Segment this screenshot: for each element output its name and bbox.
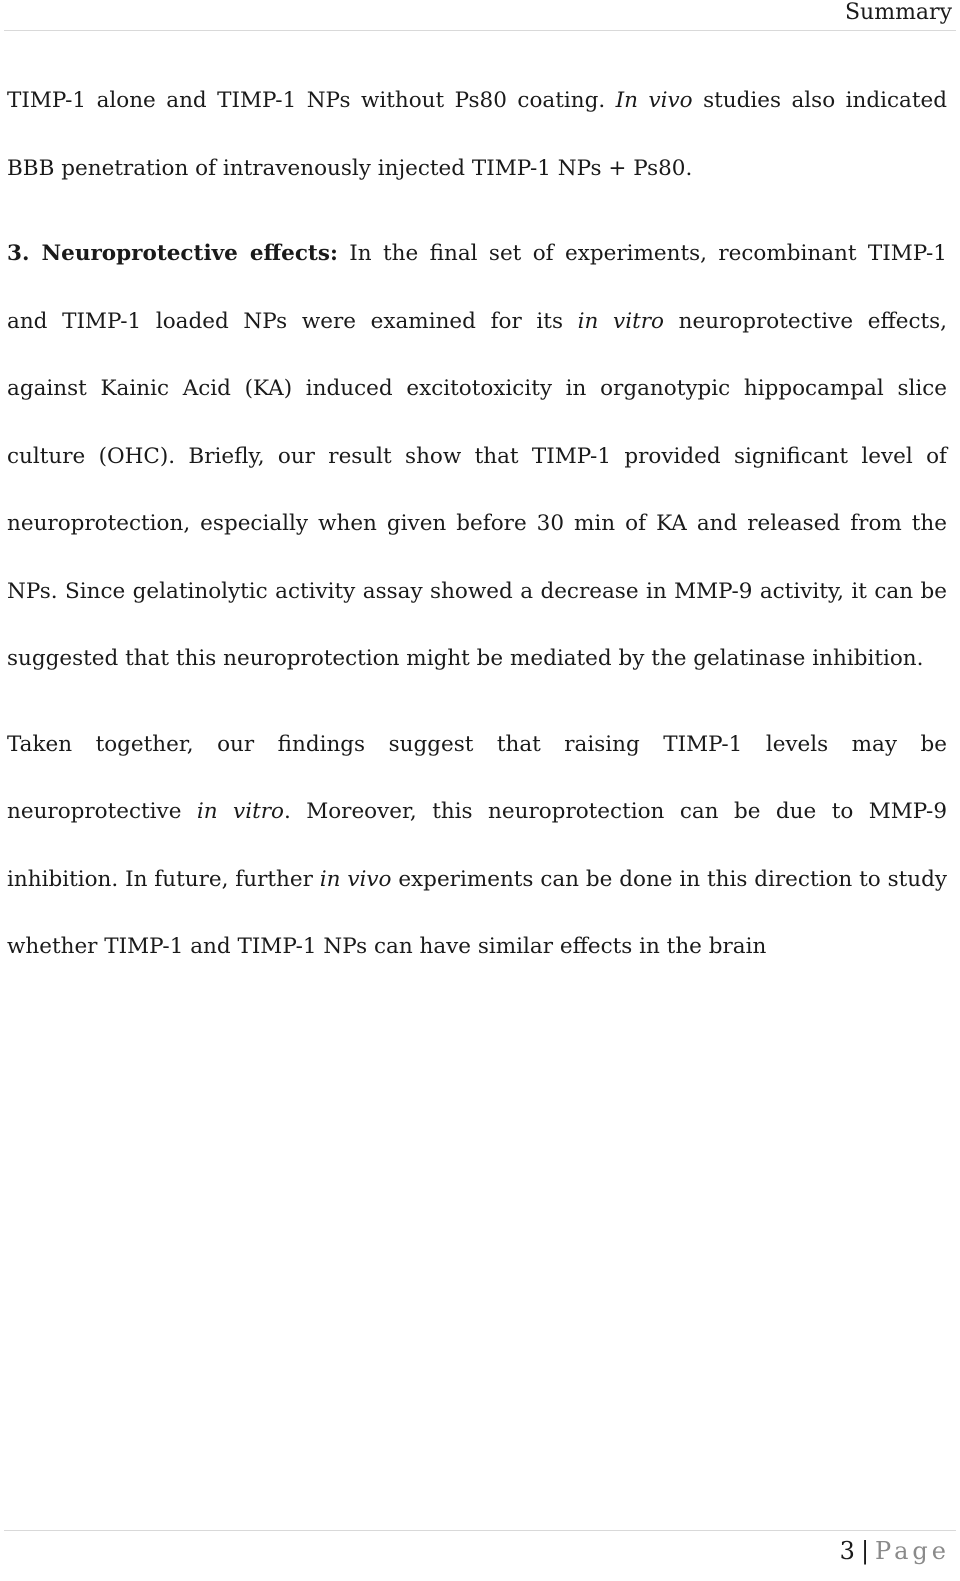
page-header: [0, 0, 960, 30]
paragraph-2: [7, 220, 947, 693]
paragraph-3: [7, 711, 947, 981]
page-separator: |: [860, 1537, 870, 1565]
header-divider: [4, 30, 956, 31]
italic-run: in vivo: [319, 866, 392, 892]
page-number: 3: [839, 1537, 855, 1565]
text-run: Taken together, our findings suggest that raising TIMP-1 levels may be neuroprotective: [7, 731, 947, 824]
text-run: TIMP-1 alone and TIMP-1 NPs without Ps80 coating.: [7, 88, 616, 113]
text-run: experiments can be done in this direction to study whether TIMP-1 and TIMP-1 NPs can have similar effects in the brain: [7, 866, 948, 959]
italic-run: in vitro: [577, 308, 664, 334]
text-run: . Moreover, this neuroprotection can be due to MMP-9 inhibition. In future, further: [7, 799, 947, 892]
page-footer: [840, 1536, 950, 1566]
italic-run: In vivo: [615, 88, 693, 113]
text-run: neuroprotective effects, against Kainic Acid (KA) induced excitotoxicity in organotypic hippocampal slice culture (OHC). Briefly, our result show that TIMP-1 provided significant level of neuroprotection, especially when given before 30 min of KA and released from the NPs. Since gelatinolytic activity assay showed a decrease in MMP-9 activity, it can be suggested that this neuroprotection might be mediated by the gelatinase inhibition.: [7, 308, 947, 671]
paragraph-1: [7, 67, 947, 202]
section-heading: 3. Neuroprotective effects:: [7, 241, 338, 266]
document-body: [7, 67, 947, 981]
page-label: Page: [875, 1537, 950, 1565]
header-title: Summary: [844, 0, 952, 25]
footer-divider: [4, 1530, 956, 1531]
text-run: In the final set of experiments, recombinant TIMP-1 and TIMP-1 loaded NPs were examined for its: [7, 241, 947, 334]
text-run: studies also indicated BBB penetration of intravenously injected TIMP-1 NPs + Ps80.: [7, 88, 947, 181]
italic-run: in vitro: [196, 799, 284, 824]
